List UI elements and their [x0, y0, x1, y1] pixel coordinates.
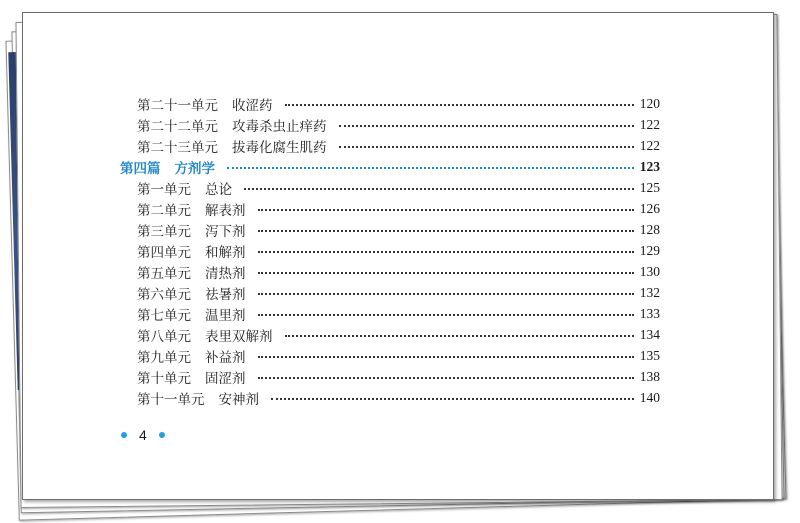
toc-entry-title: 方剂学: [174, 160, 215, 177]
toc-entry-page: 138: [639, 368, 660, 384]
toc-entry-title: 和解剂: [205, 244, 246, 261]
toc-entry[interactable]: [120, 366, 660, 387]
toc-entry-page: 130: [639, 263, 660, 279]
dot-leader: [271, 398, 634, 400]
toc-entry-label: 第十单元: [137, 370, 191, 387]
toc-entry-label: 第八单元: [137, 328, 191, 345]
toc-entry[interactable]: [120, 282, 660, 303]
toc-entry[interactable]: [120, 345, 660, 366]
dot-leader: [244, 188, 634, 190]
toc-entry-title: 固涩剂: [205, 370, 246, 387]
toc-entry-title: 温里剂: [205, 307, 246, 324]
toc-entry-page: 140: [639, 389, 660, 405]
toc-entry-label: 第四篇: [120, 160, 161, 177]
toc-entry-label: 第二十一单元: [137, 97, 218, 114]
toc-entry-label: 第三单元: [137, 223, 191, 240]
footer-dot-left: [121, 432, 127, 438]
toc-entry-label: 第二十三单元: [137, 139, 218, 156]
toc-entry[interactable]: [120, 240, 660, 261]
toc-entry-label: 第十一单元: [137, 391, 205, 408]
toc-entry-label: 第四单元: [137, 244, 191, 261]
toc-entry-page: 123: [639, 158, 660, 174]
toc-entry-title: 祛暑剂: [205, 286, 246, 303]
dot-leader: [258, 377, 634, 379]
toc-entry-title: 安神剂: [218, 391, 259, 408]
toc-entry[interactable]: [120, 324, 660, 345]
dot-leader: [285, 104, 634, 106]
toc-entry-title: 表里双解剂: [205, 328, 273, 345]
toc-entry-page: 125: [639, 179, 660, 195]
toc-entry-title: 补益剂: [205, 349, 246, 366]
toc-entry-page: 122: [639, 137, 660, 153]
page-footer: [121, 427, 165, 443]
toc-entry-title: 清热剂: [205, 265, 246, 282]
toc-entry[interactable]: [120, 387, 660, 408]
toc-entry-page: 126: [639, 200, 660, 216]
page-number: 4: [139, 427, 147, 443]
toc-entry[interactable]: [120, 303, 660, 324]
toc-entry-title: 收涩药: [232, 97, 273, 114]
toc-entry-label: 第五单元: [137, 265, 191, 282]
toc-entry-page: 133: [639, 305, 660, 321]
toc-entry-label: 第七单元: [137, 307, 191, 324]
dot-leader: [258, 356, 634, 358]
toc-page: [22, 12, 774, 500]
dot-leader: [258, 209, 634, 211]
toc-entry[interactable]: [120, 114, 660, 135]
dot-leader: [258, 314, 634, 316]
dot-leader: [285, 335, 634, 337]
toc-entry-title: 总论: [205, 181, 232, 198]
dot-leader: [339, 125, 634, 127]
toc-entry-label: 第一单元: [137, 181, 191, 198]
toc-entry-title: 拔毒化腐生肌药: [232, 139, 327, 156]
table-of-contents: [120, 93, 660, 408]
dot-leader: [258, 272, 634, 274]
dot-leader: [339, 146, 634, 148]
toc-entry-title: 攻毒杀虫止痒药: [232, 118, 327, 135]
toc-entry-page: 120: [639, 95, 660, 111]
dot-leader: [258, 251, 634, 253]
toc-entry[interactable]: [120, 261, 660, 282]
dot-leader: [227, 167, 634, 169]
footer-dot-right: [159, 432, 165, 438]
dot-leader: [258, 293, 634, 295]
toc-entry-page: 134: [639, 326, 660, 342]
toc-entry-page: 132: [639, 284, 660, 300]
dot-leader: [258, 230, 634, 232]
toc-entry[interactable]: [120, 93, 660, 114]
toc-entry-page: 128: [639, 221, 660, 237]
toc-entry[interactable]: [120, 198, 660, 219]
toc-entry-label: 第二十二单元: [137, 118, 218, 135]
toc-part-heading[interactable]: [120, 156, 660, 177]
toc-entry-label: 第九单元: [137, 349, 191, 366]
toc-entry[interactable]: [120, 177, 660, 198]
toc-entry-page: 135: [639, 347, 660, 363]
toc-entry-title: 解表剂: [205, 202, 246, 219]
toc-entry-page: 122: [639, 116, 660, 132]
toc-entry-label: 第六单元: [137, 286, 191, 303]
toc-entry-label: 第二单元: [137, 202, 191, 219]
toc-entry-page: 129: [639, 242, 660, 258]
toc-entry[interactable]: [120, 135, 660, 156]
toc-entry[interactable]: [120, 219, 660, 240]
toc-entry-title: 泻下剂: [205, 223, 246, 240]
